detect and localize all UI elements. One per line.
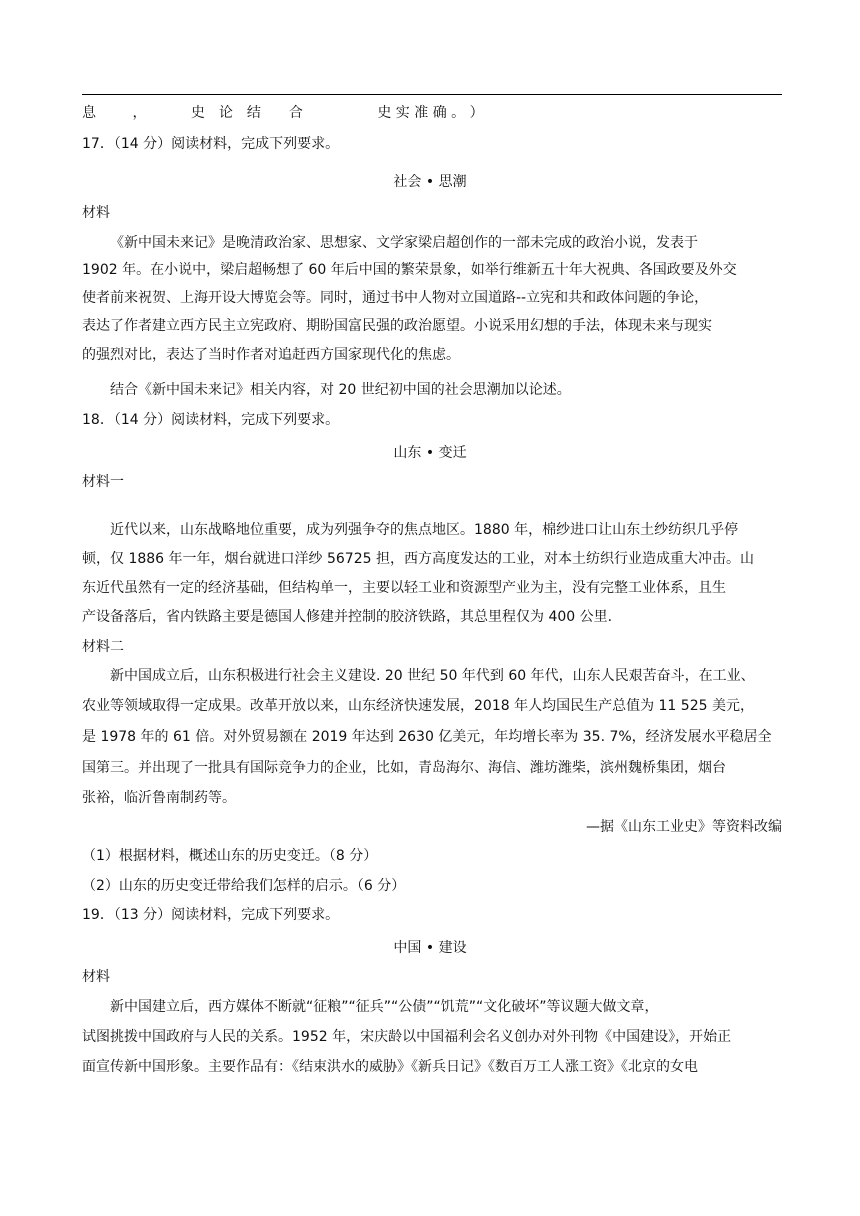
- q18-material-2-line: 国第三。并出现了一批具有国际竞争力的企业，比如，青岛海尔、海信、潍坊潍柴，滨州魏桥集团，烟台: [82, 760, 726, 776]
- q19-heading: 19．（13 分）阅读材料，完成下列要求。: [82, 907, 340, 923]
- q18-material-1-line: 近代以来，山东战略地位重要，成为列强争夺的焦点地区。1880 年，棉纱进口让山东土纱纺织几乎停: [110, 522, 739, 538]
- q17-paragraph-line: 的强烈对比，表达了当时作者对追赶西方国家现代化的焦虑。: [82, 347, 460, 363]
- previous-question-fragment: [82, 103, 484, 123]
- q17-paragraph-line: 《新中国未来记》是晚清政治家、思想家、文学家梁启超创作的一部未完成的政治小说，发表于: [110, 235, 698, 251]
- q17-task: 结合《新中国未来记》相关内容，对 20 世纪初中国的社会思潮加以论述。: [110, 382, 571, 398]
- q18-source-note: —据《山东工业史》等资料改编: [586, 819, 782, 835]
- q17-title: 社会 • 思潮: [393, 174, 467, 190]
- q17-material-label: 材料: [82, 205, 110, 221]
- q17-heading: 17．（14 分）阅读材料，完成下列要求。: [82, 136, 340, 152]
- q18-material-1-line: 产设备落后，省内铁路主要是德国人修建并控制的胶济铁路，其总里程仅为 400 公里.: [82, 609, 613, 625]
- q19-paragraph-line: 面宣传新中国形象。主要作品有：《结束洪水的威胁》《新兵日记》《数百万工人涨工资》《北京的女电: [82, 1059, 698, 1075]
- q18-subquestion-1: （1）根据材料，概述山东的历史变迁。（8 分）: [82, 848, 378, 864]
- q18-material-2-line: 张裕，临沂鲁南制药等。: [82, 790, 236, 806]
- q18-material-2-line: 农业等领域取得一定成果。改革开放以来，山东经济快速发展，2018 年人均国民生产总值为 11 525 美元，: [82, 698, 754, 714]
- fragment-2: ，: [132, 105, 147, 121]
- q18-material-1-label: 材料一: [82, 474, 124, 490]
- q18-material-2-label: 材料二: [82, 639, 124, 655]
- q18-material-2-line: 是 1978 年的 61 倍。对外贸易额在 2019 年达到 2630 亿美元，年均增长率为 35. 7%，经济发展水平稳居全: [82, 729, 772, 745]
- q17-paragraph-line: 使者前来祝贺、上海开设大博览会等。同时，通过书中人物对立国道路--立宪和共和政体问题的争论，: [82, 290, 709, 306]
- q19-paragraph-line: 试图挑拨中国政府与人民的关系。1952 年，宋庆龄以中国福利会名义创办对外刊物《中国建设》，开始正: [82, 1029, 732, 1045]
- q18-heading: 18．（14 分）阅读材料，完成下列要求。: [82, 412, 340, 428]
- q19-material-label: 材料: [82, 969, 110, 985]
- q18-material-2-line: 新中国成立后，山东积极进行社会主义建设. 20 世纪 50 年代到 60 年代，山东人民艰苦奋斗，在工业、: [110, 668, 755, 684]
- q18-material-1-line: 东近代虽然有一定的经济基础，但结构单一，主要以轻工业和资源型产业为主，没有完整工业体系，且生: [82, 580, 726, 596]
- q18-material-1-line: 顿，仅 1886 年一年，烟台就进口洋纱 56725 担，西方高度发达的工业，对本土纺织行业造成重大冲击。山: [82, 551, 754, 567]
- q18-title: 山东 • 变迁: [393, 445, 467, 461]
- q19-paragraph-line: 新中国建立后，西方媒体不断就“征粮”“征兵”“公债”“饥荒”“文化破坏”等议题大做文章，: [110, 999, 659, 1015]
- fragment-4: 史 实 准 确 。 ）: [377, 105, 484, 121]
- q17-paragraph-line: 表达了作者建立西方民主立宪政府、期盼国富民强的政治愿望。小说采用幻想的手法，体现未来与现实: [82, 318, 712, 334]
- fragment-1: 息: [82, 105, 96, 121]
- q17-paragraph-line: 1902 年。在小说中，梁启超畅想了 60 年后中国的繁荣景象，如举行维新五十年大祝典、各国政要及外交: [82, 262, 737, 278]
- q18-subquestion-2: （2）山东的历史变迁带给我们怎样的启示。（6 分）: [82, 878, 406, 894]
- q19-title: 中国 • 建设: [393, 940, 467, 956]
- fragment-3: 史 论 结 合: [190, 105, 303, 121]
- header-rule: [82, 94, 782, 95]
